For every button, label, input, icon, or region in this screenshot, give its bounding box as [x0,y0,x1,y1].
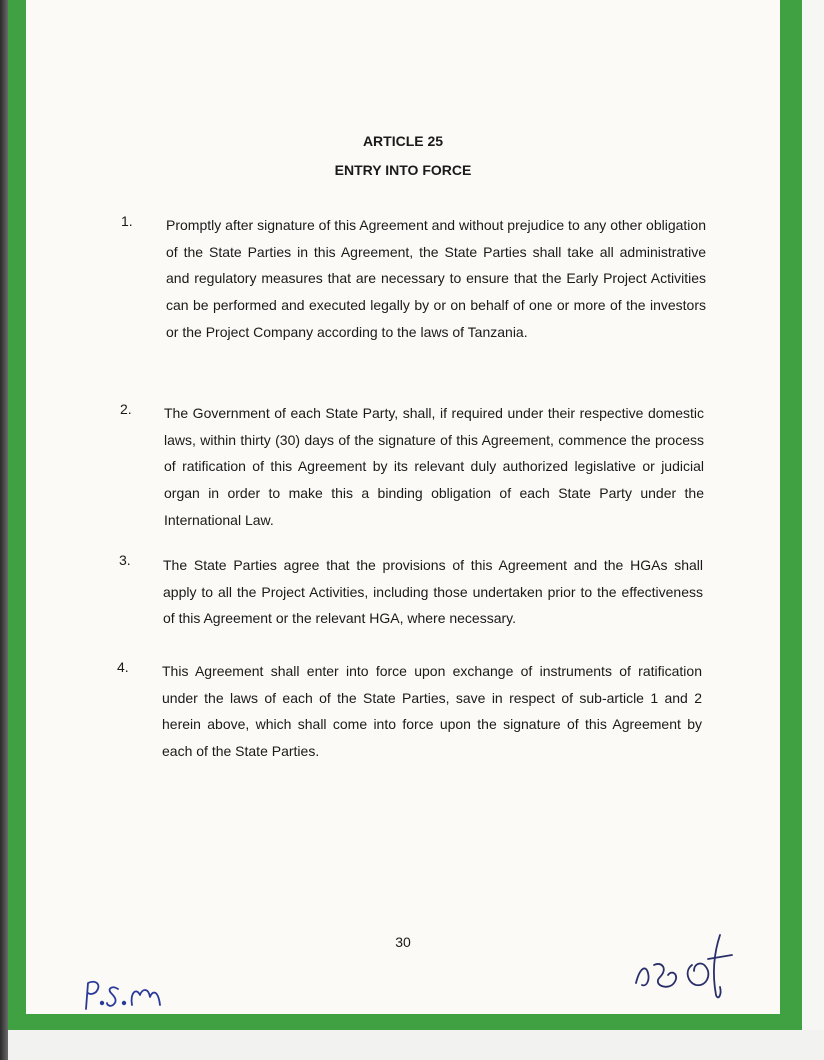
article-subtitle: ENTRY INTO FORCE [334,162,472,178]
clause-2-text: The Government of each State Party, shall, if required under their respective domestic laws, within thirty (30) days of the signature of this Agreement, commence the process of ratification of this Agreement by its relevant duly authorized legislative or judicial organ in order to make this a binding obligation of each State Party under the International Law. [164,405,704,528]
handwritten-initials-right [628,925,748,1005]
scan-margin-bottom [8,1030,824,1060]
scan-margin-right [802,0,824,1060]
clause-1-text: Promptly after signature of this Agreement and without prejudice to any other obligation of the State Parties in this Agreement, the State Parties shall take all administrative and regulatory measures that are necessary to ensure that the Early Project Activities can be performed and executed legally by or on behalf of one or more of the investors or the Project Company according to the laws of Tanzania. [166,217,706,340]
clause-4-text: This Agreement shall enter into force upon exchange of instruments of ratification under the laws of each of the State Parties, save in respect of sub-article 1 and 2 herein above, which shall come into force upon the signature of this Agreement by each of the State Parties. [162,663,702,760]
handwritten-initials-left [80,975,180,1015]
clause-2-number: 2. [120,401,132,417]
article-title: ARTICLE 25 [362,133,444,149]
clause-4-number: 4. [117,659,129,675]
clause-3-text: The State Parties agree that the provisions of this Agreement and the HGAs shall apply to all the Project Activities, including those undertaken prior to the effectiveness of this Agreement or the relevant HGA, where necessary. [163,557,703,627]
scan-shadow-edge [0,0,8,1060]
clause-3-number: 3. [119,552,131,568]
page-number: 30 [395,934,411,950]
page-border-bottom [8,1014,802,1030]
page-border-right [780,0,802,1030]
clause-1-number: 1. [121,213,133,229]
page-border-left [8,0,26,1030]
